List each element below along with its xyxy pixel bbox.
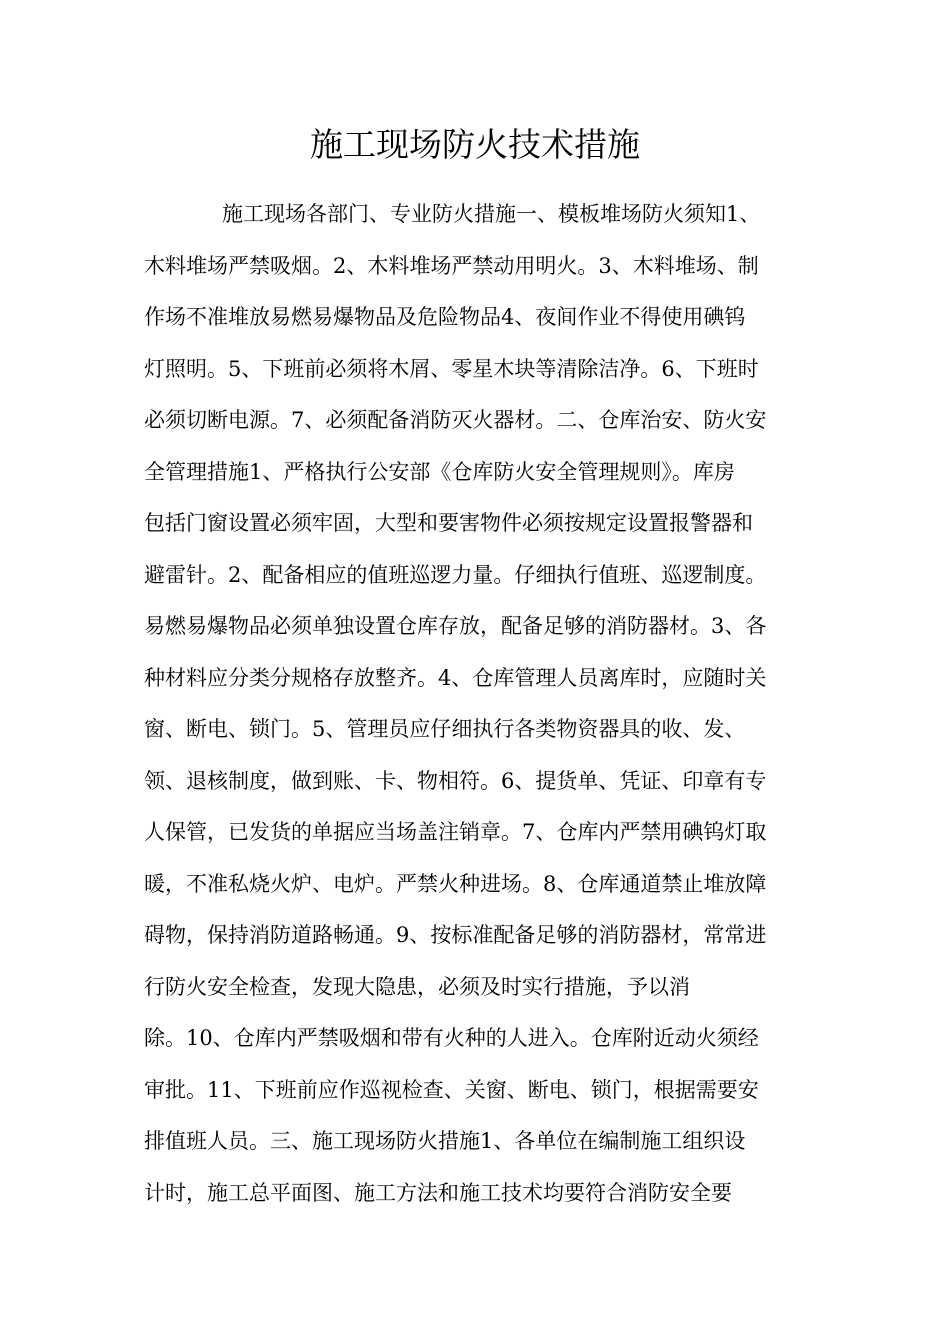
body-line: 施工现场各部门、专业防火措施一、模板堆场防火须知1、 [222,202,761,226]
document-title: 施工现场防火技术措施 [310,125,640,164]
body-line: 人保管，已发货的单据应当场盖注销章。7、仓库内严禁用碘钨灯取 [144,820,767,844]
body-line: 包括门窗设置必须牢固，大型和要害物件必须按规定设置报警器和 [144,511,753,535]
body-line: 窗、断电、锁门。5、管理员应仔细执行各类物资器具的收、发、 [144,717,746,741]
body-line: 暖，不准私烧火炉、电炉。严禁火种进场。8、仓库通道禁止堆放障 [144,871,767,896]
body-line: 灯照明。5、下班前必须将木屑、零星木块等清除洁净。6、下班时 [144,356,759,381]
body-line: 除。10、仓库内严禁吸烟和带有火种的人进入。仓库附近动火须经 [144,1026,759,1050]
body-line: 行防火安全检查，发现大隐患，必须及时实行措施，予以消 [144,974,690,999]
document-body [144,194,824,1224]
body-line: 种材料应分类分规格存放整齐。4、仓库管理人员离库时，应随时关 [144,665,767,690]
body-line: 排值班人员。三、施工现场防火措施1、各单位在编制施工组织设 [144,1129,746,1153]
body-line: 必须切断电源。7、必须配备消防灭火器材。二、仓库治安、防火安 [144,408,767,432]
body-line: 木料堆场严禁吸烟。2、木料堆场严禁动用明火。3、木料堆场、制 [144,253,759,278]
body-line: 避雷针。2、配备相应的值班巡逻力量。仔细执行值班、巡逻制度。 [144,562,767,587]
body-line: 全管理措施1、严格执行公安部《仓库防火安全管理规则》。库房 [144,459,735,484]
body-line: 易燃易爆物品必须单独设置仓库存放，配备足够的消防器材。3、各 [144,614,767,638]
body-line: 计时，施工总平面图、施工方法和施工技术均要符合消防安全要 [144,1180,732,1205]
body-line: 领、退核制度，做到账、卡、物相符。6、提货单、凭证、印章有专 [144,768,767,793]
body-line: 作场不准堆放易燃易爆物品及危险物品4、夜间作业不得使用碘钨 [144,305,746,329]
body-line: 审批。11、下班前应作巡视检查、关窗、断电、锁门，根据需要安 [144,1077,759,1102]
body-line: 碍物，保持消防道路畅通。9、按标准配备足够的消防器材，常常进 [144,923,767,947]
